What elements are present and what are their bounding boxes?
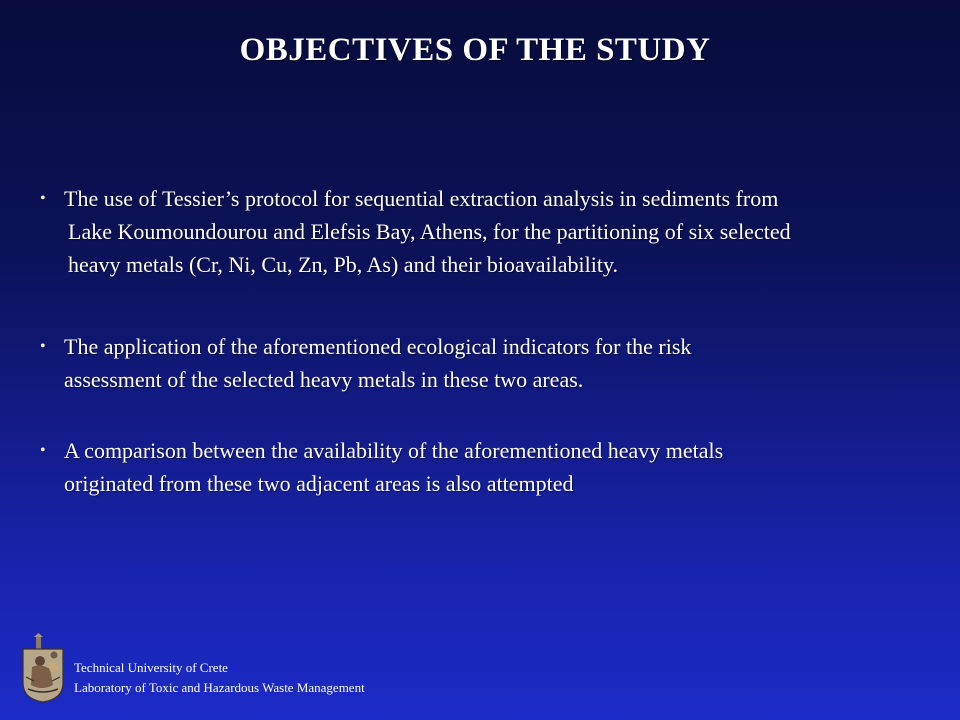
laboratory-name: Laboratory of Toxic and Hazardous Waste Management xyxy=(74,680,365,695)
objectives-list xyxy=(40,182,950,500)
university-crest-icon xyxy=(20,633,66,703)
bullet-icon: • xyxy=(40,442,46,459)
objective-1-line-1: The use of Tessier’s protocol for sequential extraction analysis in sediments from xyxy=(64,186,779,211)
bullet-icon: • xyxy=(40,190,46,207)
slide-title: OBJECTIVES OF THE STUDY xyxy=(239,32,711,68)
bullet-icon: • xyxy=(40,338,46,355)
objective-item-3 xyxy=(40,434,950,500)
objective-item-2 xyxy=(40,330,950,396)
objective-3-line-2: originated from these two adjacent areas is also attempted xyxy=(64,471,574,496)
objective-1-line-3: heavy metals (Cr, Ni, Cu, Zn, Pb, As) and their bioavailability. xyxy=(68,252,619,277)
objective-2-line-1: The application of the aforementioned ecological indicators for the risk xyxy=(64,334,692,359)
objective-2-line-2: assessment of the selected heavy metals in these two areas. xyxy=(64,367,584,392)
objective-1-line-2: Lake Koumoundourou and Elefsis Bay, Athens, for the partitioning of six selected xyxy=(68,219,791,244)
objective-item-1 xyxy=(40,182,950,281)
footer xyxy=(20,632,365,704)
institution-name: Technical University of Crete xyxy=(74,660,228,675)
objective-3-line-1: A comparison between the availability of the aforementioned heavy metals xyxy=(64,438,724,463)
